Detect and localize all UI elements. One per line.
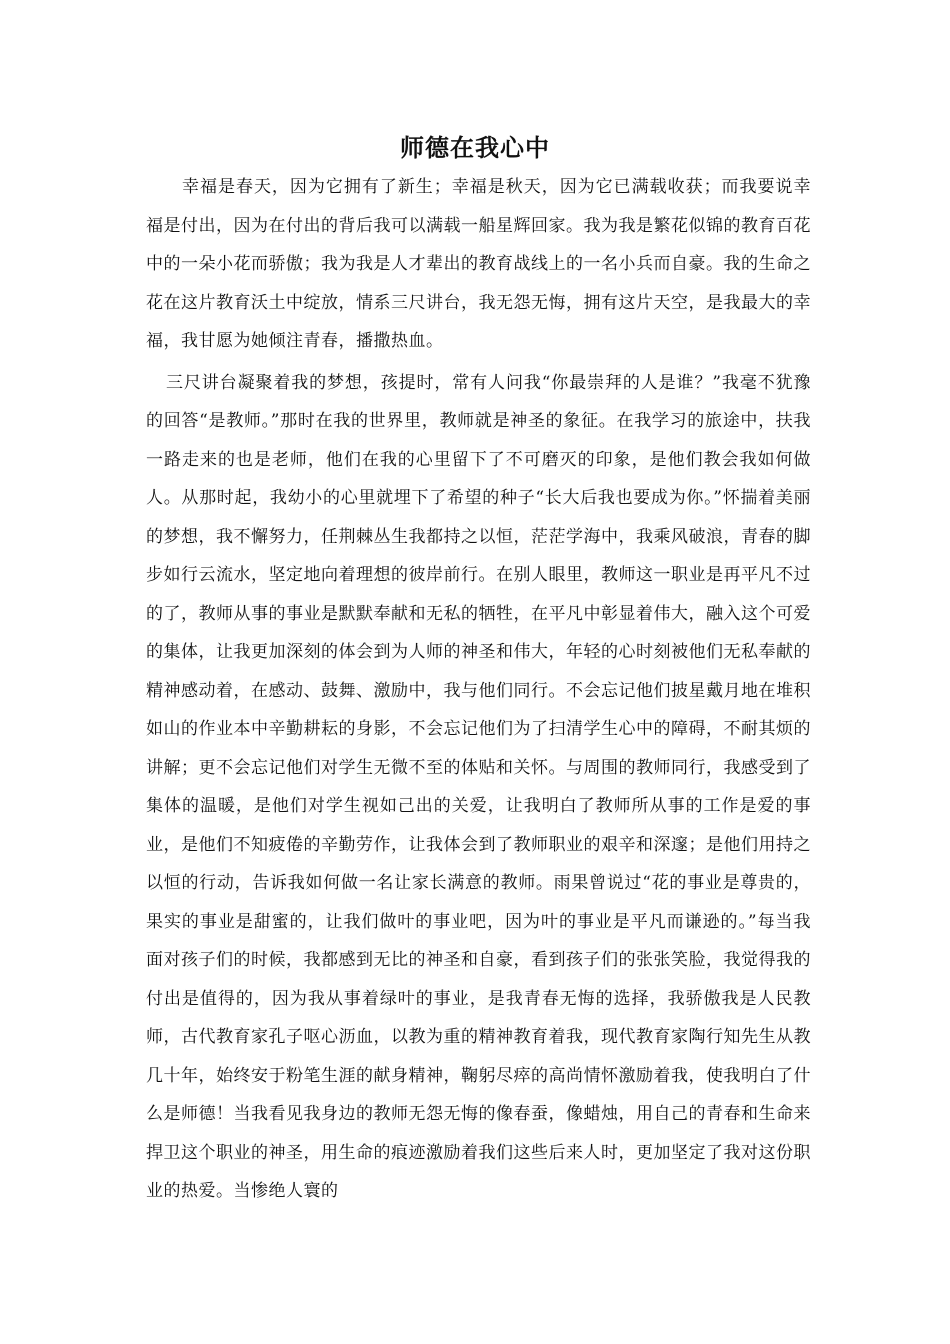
paragraph-1: 幸福是春天，因为它拥有了新生；幸福是秋天，因为它已满载收获；而我要说幸福是付出，因为在付出的背后我可以满载一船星辉回家。我为我是繁花似锦的教育百花中的一朵小花而骄傲；我为我是人才辈出的教育战线上的一名小兵而自豪。我的生命之花在这片教育沃土中绽放，情系三尺讲台，我无怨无悔，拥有这片天空，是我最大的幸福，我甘愿为她倾注青春，播撒热血。: [146, 177, 811, 351]
document-title: 师德在我心中: [400, 134, 550, 162]
paragraph-2: 三尺讲台凝聚着我的梦想，孩提时，常有人问我“你最崇拜的人是谁？”我毫不犹豫的回答“是教师。”那时在我的世界里，教师就是神圣的象征。在我学习的旅途中，扶我一路走来的也是老师，他们在我的心里留下了不可磨灭的印象，是他们教会我如何做人。从那时起，我幼小的心里就埋下了希望的种子“长大后我也要成为你。”怀揣着美丽的梦想，我不懈努力，任荆棘丛生我都持之以恒，茫茫学海中，我乘风破浪，青春的脚步如行云流水，坚定地向着理想的彼岸前行。在别人眼里，教师这一职业是再平凡不过的了，教师从事的事业是默默奉献和无私的牺牲，在平凡中彰显着伟大，融入这个可爱的集体，让我更加深刻的体会到为人师的神圣和伟大，年轻的心时刻被他们无私奉献的精神感动着，在感动、鼓舞、激励中，我与他们同行。不会忘记他们披星戴月地在堆积如山的作业本中辛勤耕耘的身影，不会忘记他们为了扫清学生心中的障碍，不耐其烦的讲解；更不会忘记他们对学生无微不至的体贴和关怀。与周围的教师同行，我感受到了集体的温暖，是他们对学生视如己出的关爱，让我明白了教师所从事的工作是爱的事业，是他们不知疲倦的辛勤劳作，让我体会到了教师职业的艰辛和深邃；是他们用持之以恒的行动，告诉我如何做一名让家长满意的教师。雨果曾说过“花的事业是尊贵的，果实的事业是甜蜜的，让我们做叶的事业吧，因为叶的事业是平凡而谦逊的。”每当我面对孩子们的时候，我都感到无比的神圣和自豪，看到孩子们的张张笑脸，我觉得我的付出是值得的，因为我从事着绿叶的事业，是我青春无悔的选择，我骄傲我是人民教师，古代教育家孔子呕心沥血，以教为重的精神教育着我，现代教育家陶行知先生从教几十年，始终安于粉笔生涯的献身精神，鞠躬尽瘁的高尚情怀激励着我，使我明白了什么是师德！当我看见我身边的教师无怨无悔的像春蚕，像蜡烛，用自己的青春和生命来捍卫这个职业的神圣，用生命的痕迹激励着我们这些后来人时，更加坚定了我对这份职业的热爱。当惨绝人寰的: [146, 372, 811, 1201]
document-body: [146, 168, 811, 1211]
